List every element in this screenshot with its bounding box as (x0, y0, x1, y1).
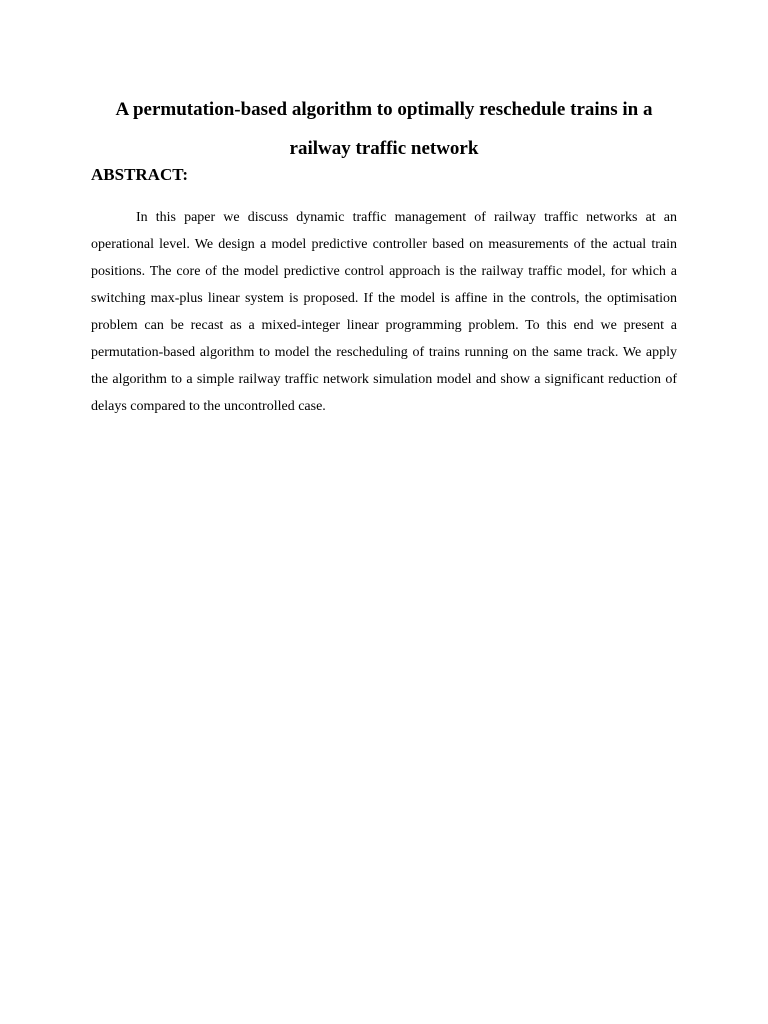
abstract-heading: ABSTRACT: (91, 165, 188, 184)
abstract-paragraph: In this paper we discuss dynamic traffic management of railway traffic networks at an operational level. We design a model predictive controller based on measurements of the actual train positions. The core of the model predictive control approach is the railway traffic model, for which a switching max-plus linear system is proposed. If the model is affine in the controls, the optimisation problem can be recast as a mixed-integer linear programming problem. To this end we present a permutation-based algorithm to model the rescheduling of trains running on the same track. We apply the algorithm to a simple railway traffic network simulation model and show a significant reduction of delays compared to the uncontrolled case. (91, 210, 677, 414)
paper-title: A permutation-based algorithm to optimally reschedule trains in a railway traffic network (115, 99, 653, 159)
